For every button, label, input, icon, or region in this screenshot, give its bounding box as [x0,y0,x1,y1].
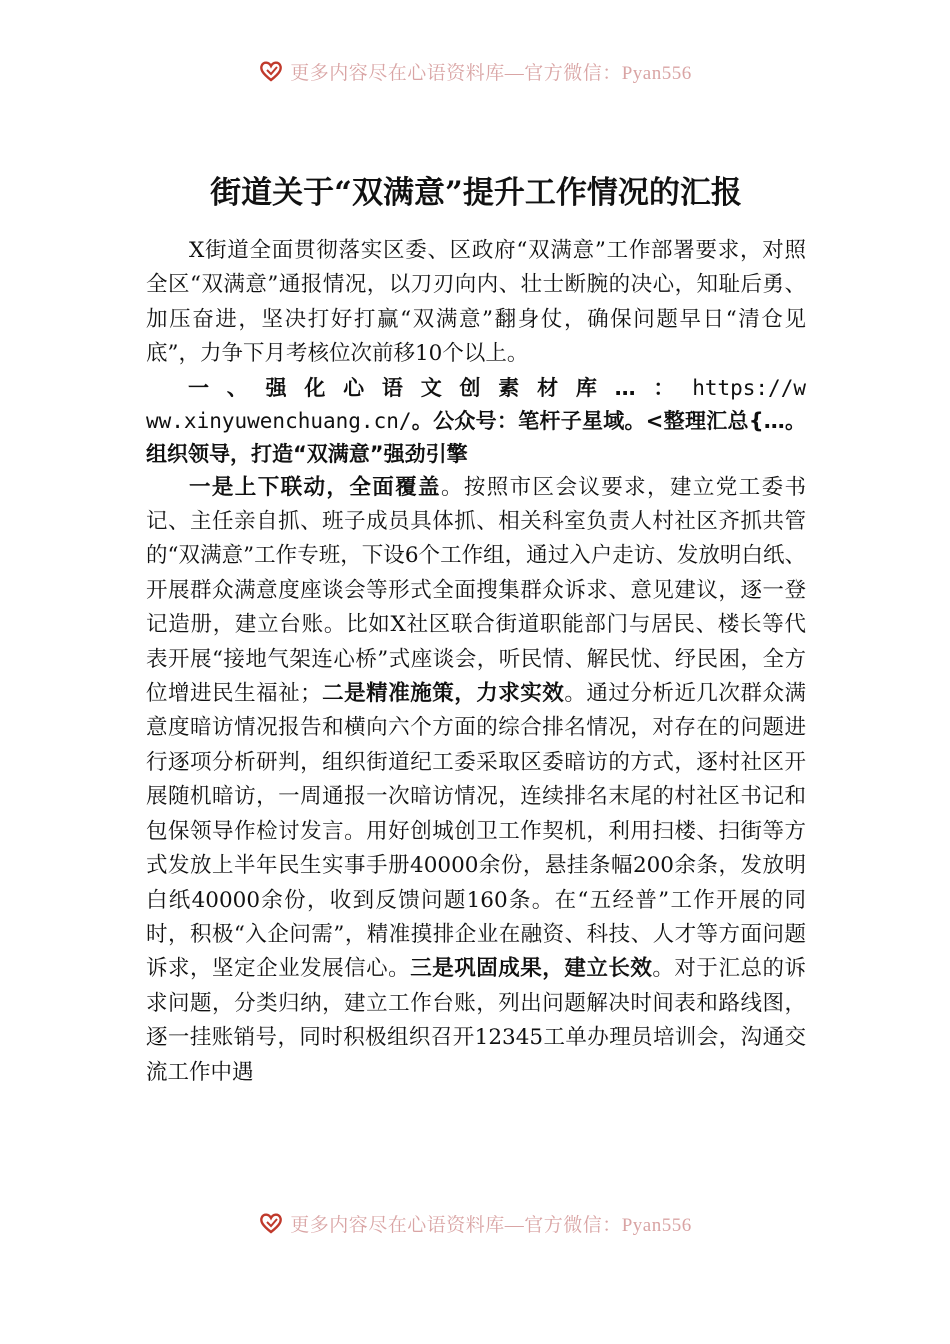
section-heading-prefix: 一、强化心语文创素材库…： [188,375,693,400]
watermark-text: 更多内容尽在心语资料库—官方微信：Pyan556 [290,1214,692,1236]
heart-logo-icon [258,60,284,82]
document-title: 街道关于“双满意”提升工作情况的汇报 [210,175,742,211]
point-1-title: 一是上下联动，全面覆盖 [189,474,441,500]
body-paragraph [146,471,806,1090]
point-1-text: 。按照市区会议要求，建立党工委书记、主任亲自抓、班子成员具体抓、相关科室负责人村社区齐抓共管的“双满意”工作专班，下设6个工作组，通过入户走访、发放明白纸、开展群众满意度座谈会等形式全面搜集群众诉求、意见建议，逐一登记造册，建立台账。比如X社区联合街道职能部门与居民、楼长等代表开展“接地气架连心桥”式座谈会，听民情、解民忧、纾民困，全方位增进民生福祉； [146,474,806,707]
watermark-text: 更多内容尽在心语资料库—官方微信：Pyan556 [290,62,692,84]
section-heading-1 [146,372,806,471]
document-page [146,168,806,1090]
point-2-title: 二是精准施策，力求实效 [321,681,565,707]
intro-paragraph: X街道全面贯彻落实区委、区政府“双满意”工作部署要求，对照全区“双满意”通报情况，以刀刃向内、壮士断腕的决心，知耻后勇、加压奋进，坚决打好打赢“双满意”翻身仗，确保问题早日“清仓见底”，力争下月考核位次前移10个以上。 [146,238,806,367]
watermark-footer [0,1208,950,1238]
point-3-title: 三是巩固成果，建立长效 [410,956,653,982]
section-heading-suffix: 。公众号：笔杆子星域。<整理汇总{…。组织领导，打造“双满意”强劲引擎 [146,408,806,466]
point-3-text: 。对于汇总的诉求问题，分类归纳，建立工作台账，列出问题解决时间表和路线图，逐一挂账销号，同时积极组织召开12345工单办理员培训会，沟通交流工作中遇 [146,956,806,1085]
watermark-header [0,56,950,86]
website-link[interactable]: https://www.xinyuwenchuang.cn/ [146,375,806,433]
point-2-text: 。通过分析近几次群众满意度暗访情况报告和横向六个方面的综合排名情况，对存在的问题进行逐项分析研判，组织街道纪工委采取区委暗访的方式，逐村社区开展随机暗访，一周通报一次暗访情况，连续排名末尾的村社区书记和包保领导作检讨发言。用好创城创卫工作契机，利用扫楼、扫街等方式发放上半年民生实事手册40000余份，悬挂条幅200余条，发放明白纸40000余份，收到反馈问题160条。在“五经普”工作开展的同时，积极“入企问需”，精准摸排企业在融资、科技、人才等方面问题诉求，坚定企业发展信心。 [146,681,806,982]
heart-logo-icon [258,1212,284,1234]
